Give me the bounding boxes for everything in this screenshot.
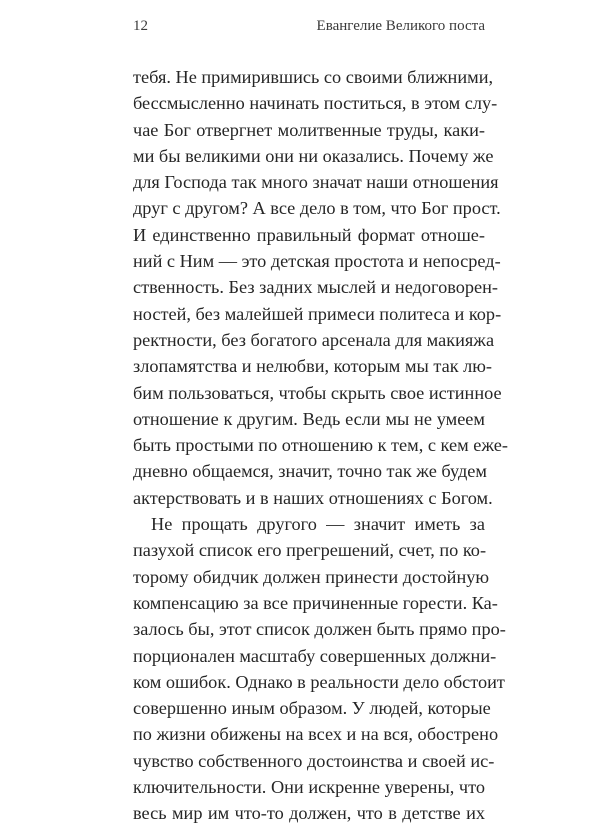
text-line: совершенно иным образом. У людей, которые	[133, 698, 491, 719]
running-header	[133, 18, 485, 40]
text-line: бессмысленно начинать поститься, в этом слу-	[133, 93, 498, 114]
text-line: порционален масштабу совершенных должни-	[133, 645, 497, 666]
text-line: быть простыми по отношению к тем, с кем еже-	[133, 435, 508, 456]
text-line: залось бы, этот список должен быть прямо про-	[133, 619, 506, 640]
text-line: бим пользоваться, чтобы скрыть свое истинное	[133, 382, 502, 403]
text-line: актерствовать и в наших отношениях с Богом.	[133, 487, 493, 508]
text-line: ний с Ним — это детская простота и непосред-	[133, 251, 501, 272]
running-title: Евангелие Великого поста	[316, 18, 485, 34]
text-line: дневно общаемся, значит, точно так же будем	[133, 461, 487, 482]
text-line: отношение к другим. Ведь если мы не умеем	[133, 408, 485, 429]
text-line: друг с другом? А все дело в том, что Бог прост.	[133, 198, 501, 219]
text-line: ми бы великими они ни оказались. Почему же	[133, 145, 494, 166]
text-line: злопамятства и нелюбви, которым мы так лю-	[133, 356, 493, 377]
text-line: ректности, без богатого арсенала для макияжа	[133, 329, 495, 350]
text-line: весь мир им что-то должен, что в детстве их	[133, 803, 485, 824]
text-line: ком ошибок. Однако в реальности дело обстоит	[133, 671, 505, 692]
page-number: 12	[133, 18, 148, 34]
text-line: чае Бог отвергнет молитвенные труды, каки-	[133, 119, 485, 140]
text-line: торому обидчик должен принести достойную	[133, 566, 490, 587]
text-line: для Господа так много значат наши отношения	[133, 172, 499, 193]
text-line: пазухой список его прегрешений, счет, по ко-	[133, 540, 487, 561]
text-line: Не прощать другого — значит иметь за	[151, 514, 485, 535]
text-line: компенсацию за все причиненные горести. Ка-	[133, 592, 498, 613]
body-text	[133, 64, 508, 827]
text-line: ственность. Без задних мыслей и недоговорен-	[133, 277, 498, 298]
text-line: тебя. Не примирившись со своими ближними,	[133, 67, 494, 87]
text-line: ключительности. Они искренне уверены, что	[133, 777, 485, 798]
text-line: ностей, без малейшей примеси политеса и кор-	[133, 303, 502, 324]
text-line: чувство собственного достоинства и своей ис-	[133, 750, 495, 771]
text-line: по жизни обижены на всех и на вся, обострено	[133, 724, 499, 745]
text-line: И единственно правильный формат отноше-	[133, 224, 485, 245]
